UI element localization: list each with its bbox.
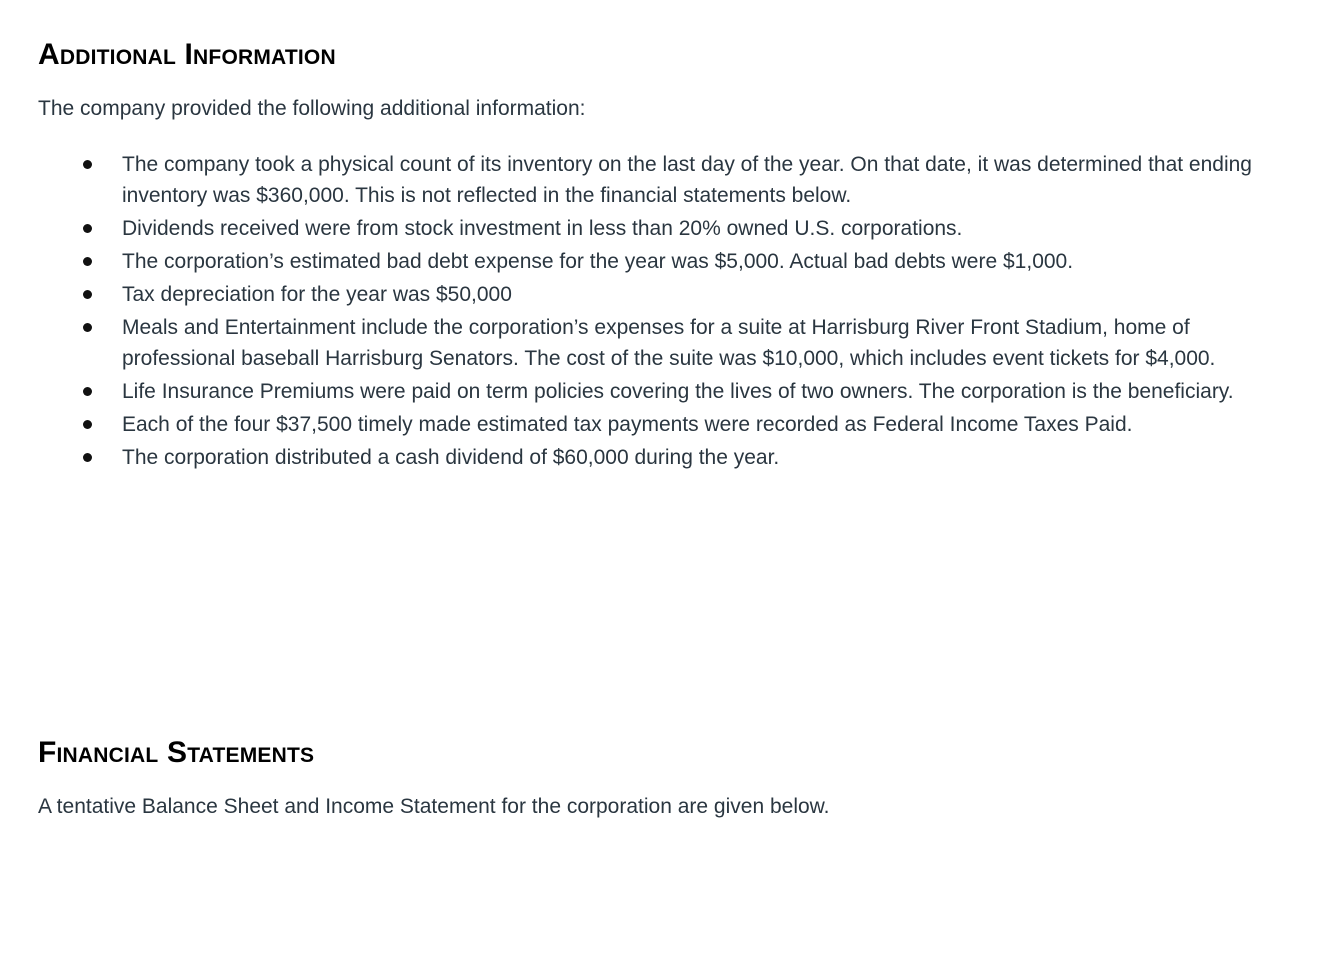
additional-information-list [38, 149, 1300, 475]
list-item [38, 442, 1300, 473]
bullet-icon [83, 323, 92, 332]
bullet-icon [83, 160, 92, 169]
list-item-text: Dividends received were from stock investment in less than 20% owned U.S. corporations. [122, 217, 963, 240]
bullet-icon [83, 453, 92, 462]
list-item-text: The corporation’s estimated bad debt expense for the year was $5,000. Actual bad debts were $1,000. [122, 250, 1074, 273]
list-item [38, 409, 1300, 440]
list-item [38, 279, 1300, 310]
list-item [38, 246, 1300, 277]
bullet-icon [83, 387, 92, 396]
bullet-icon [83, 420, 92, 429]
list-item-text: Life Insurance Premiums were paid on term policies covering the lives of two owners. The corporation is the beneficiary. [122, 380, 1234, 403]
list-item [38, 312, 1300, 374]
list-item-text: The company took a physical count of its inventory on the last day of the year. On that date, it was determined that ending inventory was $360,000. This is not reflected in the financial statements below. [122, 153, 1252, 207]
list-item [38, 376, 1300, 407]
bullet-icon [83, 257, 92, 266]
list-item-text: The corporation distributed a cash dividend of $60,000 during the year. [122, 446, 780, 469]
additional-information-heading: Additional Information [38, 38, 336, 71]
financial-statements-text: A tentative Balance Sheet and Income Statement for the corporation are given below. [38, 795, 830, 818]
financial-statements-heading: Financial Statements [38, 736, 315, 769]
list-item-text: Each of the four $37,500 timely made estimated tax payments were recorded as Federal Income Taxes Paid. [122, 413, 1133, 436]
list-item [38, 149, 1300, 211]
list-item [38, 213, 1300, 244]
list-item-text: Tax depreciation for the year was $50,000 [122, 283, 512, 306]
bullet-icon [83, 224, 92, 233]
list-item-text: Meals and Entertainment include the corporation’s expenses for a suite at Harrisburg River Front Stadium, home of professional baseball Harrisburg Senators. The cost of the suite was $10,000, which includes event tickets for $4,000. [122, 316, 1216, 370]
bullet-icon [83, 290, 92, 299]
additional-information-intro: The company provided the following additional information: [38, 97, 586, 120]
